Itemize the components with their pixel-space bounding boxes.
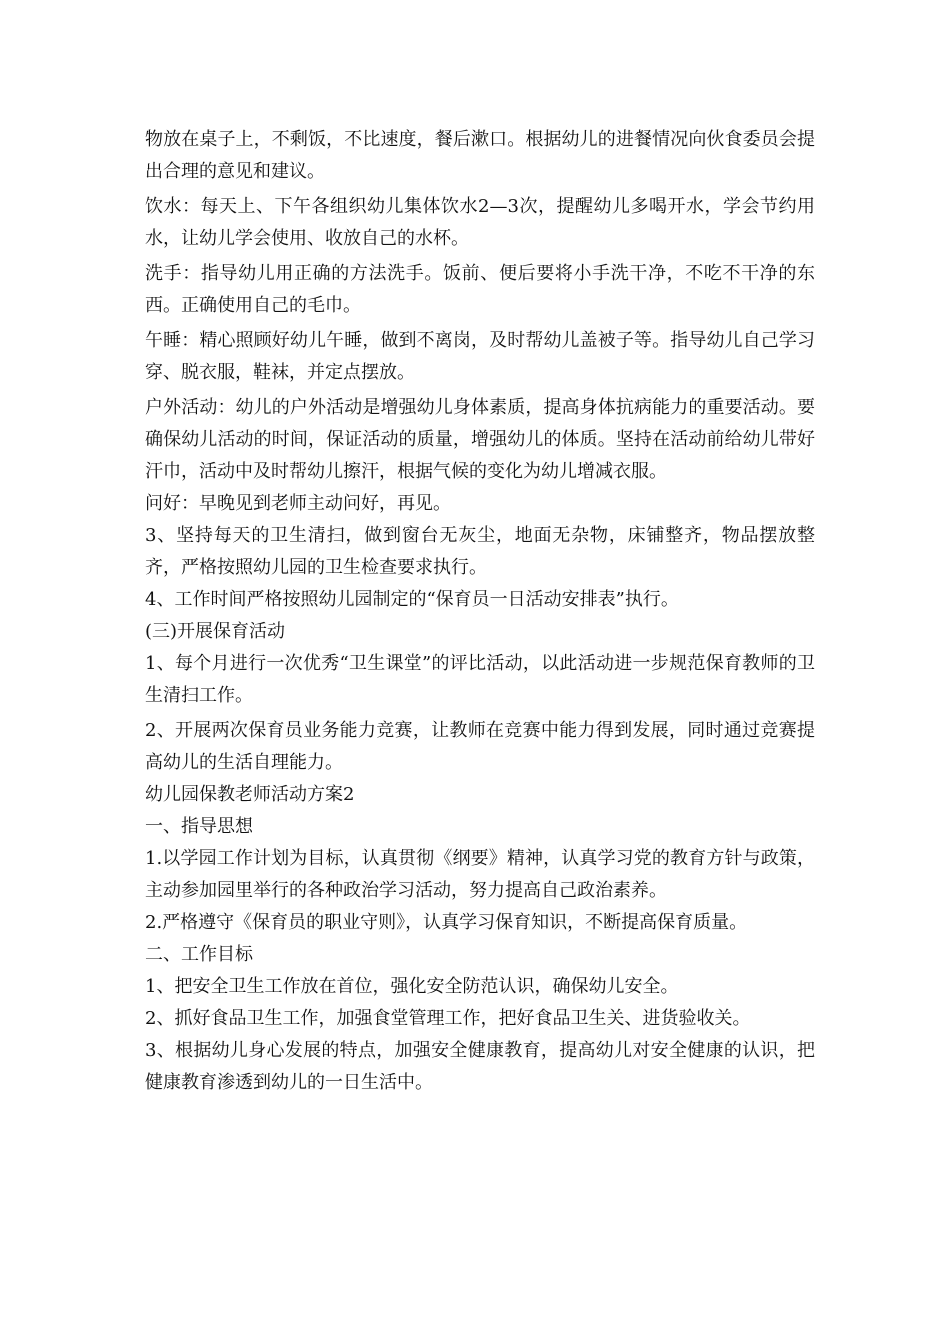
paragraph-meal-continued: 物放在桌子上，不剩饭，不比速度，餐后漱口。根据幼儿的进餐情况向伙食委员会提出合理的意见和建议。 bbox=[145, 129, 815, 182]
section-heading-work-goals: 二、工作目标 bbox=[145, 944, 253, 965]
paragraph-activity-1: 1、每个月进行一次优秀“卫生课堂”的评比活动，以此活动进一步规范保育教师的卫生清扫工作。 bbox=[145, 653, 815, 706]
section-heading-guiding-idea: 一、指导思想 bbox=[145, 816, 253, 837]
section-heading-activities: (三)开展保育活动 bbox=[145, 621, 286, 642]
paragraph-hand-washing: 洗手：指导幼儿用正确的方法洗手。饭前、便后要将小手洗干净，不吃不干净的东西。正确使用自己的毛巾。 bbox=[145, 263, 815, 316]
paragraph-guiding-1: 1.以学园工作计划为目标，认真贯彻《纲要》精神，认真学习党的教育方针与政策，主动参加园里举行的各种政治学习活动，努力提高自己政治素养。 bbox=[145, 848, 815, 901]
paragraph-goal-1: 1、把安全卫生工作放在首位，强化安全防范认识，确保幼儿安全。 bbox=[145, 976, 679, 997]
paragraph-drinking-water: 饮水：每天上、下午各组织幼儿集体饮水2—3次，提醒幼儿多喝开水，学会节约用水，让幼儿学会使用、收放自己的水杯。 bbox=[145, 196, 815, 249]
paragraph-outdoor-activity: 户外活动：幼儿的户外活动是增强幼儿身体素质，提高身体抗病能力的重要活动。要确保幼儿活动的时间，保证活动的质量，增强幼儿的体质。坚持在活动前给幼儿带好汗巾，活动中及时帮幼儿擦汗，根据气候的变化为幼儿增减衣服。 bbox=[145, 397, 815, 482]
paragraph-item-3-cleaning: 3、坚持每天的卫生清扫，做到窗台无灰尘，地面无杂物，床铺整齐，物品摆放整齐，严格按照幼儿园的卫生检查要求执行。 bbox=[145, 525, 815, 578]
paragraph-item-4-schedule: 4、工作时间严格按照幼儿园制定的“保育员一日活动安排表”执行。 bbox=[145, 589, 679, 610]
paragraph-greeting: 问好：早晚见到老师主动问好，再见。 bbox=[145, 493, 451, 514]
paragraph-guiding-2: 2.严格遵守《保育员的职业守则》，认真学习保育知识，不断提高保育质量。 bbox=[145, 912, 748, 933]
paragraph-goal-2: 2、抓好食品卫生工作，加强食堂管理工作，把好食品卫生关、进货验收关。 bbox=[145, 1008, 751, 1029]
paragraph-activity-2: 2、开展两次保育员业务能力竞赛，让教师在竞赛中能力得到发展，同时通过竞赛提高幼儿的生活自理能力。 bbox=[145, 720, 815, 773]
paragraph-goal-3: 3、根据幼儿身心发展的特点，加强安全健康教育，提高幼儿对安全健康的认识，把健康教育渗透到幼儿的一日生活中。 bbox=[145, 1040, 815, 1093]
document-body bbox=[145, 124, 815, 1099]
document-section-title: 幼儿园保教老师活动方案2 bbox=[145, 784, 355, 805]
paragraph-nap: 午睡：精心照顾好幼儿午睡，做到不离岗，及时帮幼儿盖被子等。指导幼儿自己学习穿、脱衣服，鞋袜，并定点摆放。 bbox=[145, 330, 815, 383]
